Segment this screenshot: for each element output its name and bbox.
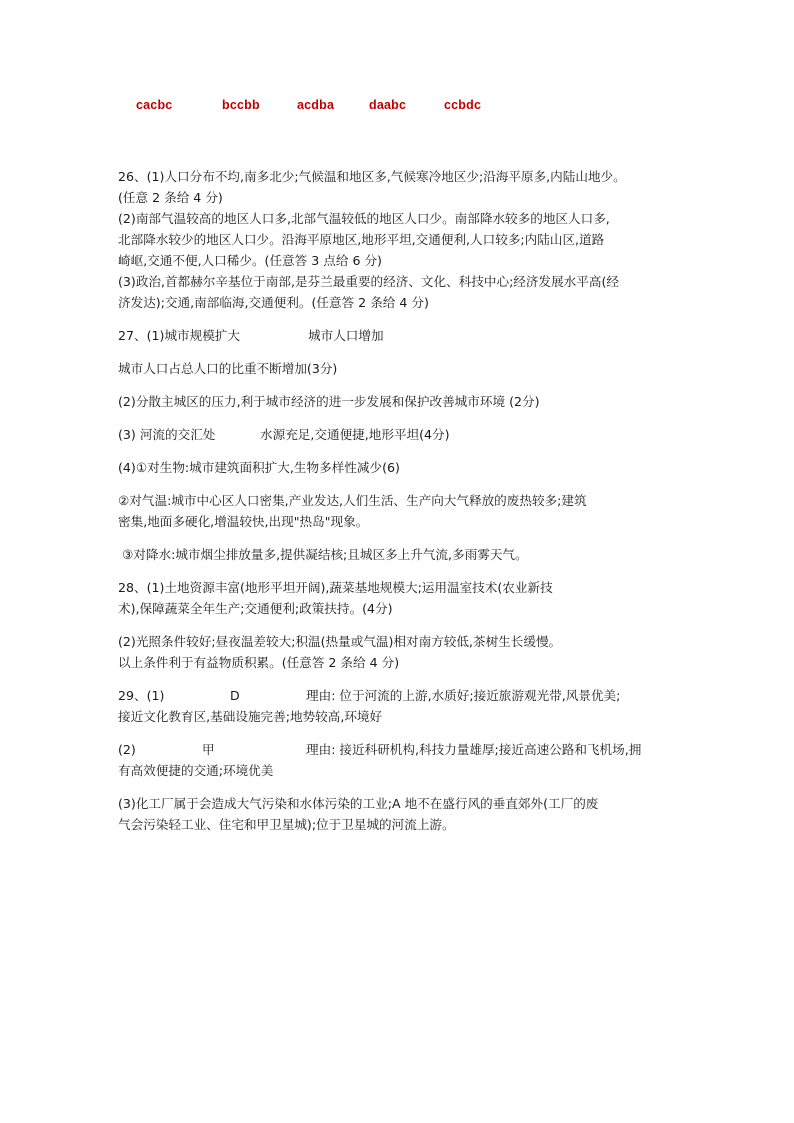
q27-line-2: 城市人口占总人口的比重不断增加(3分) bbox=[118, 361, 338, 376]
q29-line-4: 有高效便捷的交通;环境优美 bbox=[118, 763, 274, 778]
q29-line-5: (3)化工厂属于会造成大气污染和水体污染的工业;A 地不在盛行风的垂直郊外(工厂的废 bbox=[118, 796, 599, 811]
q27-1-answer-b: 城市人口增加 bbox=[308, 328, 384, 343]
q28-line-4: 以上条件利于有益物质积累。(任意答 2 条给 4 分) bbox=[118, 655, 400, 670]
answer-group-5: ccbdc bbox=[444, 98, 482, 112]
q26-line-4: 北部降水较少的地区人口少。沿海平原地区,地形平坦,交通便利,人口较多;内陆山区,道路 bbox=[118, 232, 605, 247]
q27-line-6: ②对气温:城市中心区人口密集,产业发达,人们生活、生产向大气释放的废热较多;建筑 bbox=[118, 493, 587, 508]
q26-line-3: (2)南部气温较高的地区人口多,北部气温较低的地区人口少。南部降水较多的地区人口多, bbox=[118, 211, 610, 226]
answer-key-row bbox=[0, 98, 794, 118]
question-26 bbox=[118, 166, 680, 313]
q29-line-1 bbox=[118, 685, 680, 706]
q27-3-answer-a: (3) 河流的交汇处 bbox=[118, 427, 216, 442]
q27-1-answer-a: 27、(1)城市规模扩大 bbox=[118, 328, 241, 343]
q29-2-answer: 甲 bbox=[202, 742, 215, 757]
q29-1-label: 29、(1) bbox=[118, 688, 165, 703]
q29-2-label: (2) bbox=[118, 742, 136, 757]
answer-content bbox=[118, 166, 680, 835]
q29-1-reason: 理由: 位于河流的上游,水质好;接近旅游观光带,风景优美; bbox=[306, 688, 621, 703]
q26-line-2: (任意 2 条给 4 分) bbox=[118, 190, 223, 205]
q29-line-2: 接近文化教育区,基础设施完善;地势较高,环境好 bbox=[118, 709, 383, 724]
question-28 bbox=[118, 577, 680, 673]
answer-group-2: bccbb bbox=[222, 98, 260, 112]
answer-group-1: cacbc bbox=[136, 98, 173, 112]
q27-line-4 bbox=[118, 424, 680, 445]
q27-line-3: (2)分散主城区的压力,利于城市经济的进一步发展和保护改善城市环境 (2分) bbox=[118, 394, 540, 409]
q26-line-5: 崎岖,交通不便,人口稀少。(任意答 3 点给 6 分) bbox=[118, 253, 382, 268]
q28-line-1: 28、(1)土地资源丰富(地形平坦开阔),蔬菜基地规模大;运用温室技术(农业新技 bbox=[118, 580, 553, 595]
question-27 bbox=[118, 325, 680, 565]
answer-group-4: daabc bbox=[369, 98, 407, 112]
q26-line-7: 济发达);交通,南部临海,交通便利。(任意答 2 条给 4 分) bbox=[118, 295, 429, 310]
q29-line-3 bbox=[118, 739, 680, 760]
question-29 bbox=[118, 685, 680, 835]
q27-line-1 bbox=[118, 325, 680, 346]
q26-line-6: (3)政治,首都赫尔辛基位于南部,是芬兰最重要的经济、文化、科技中心;经济发展水平高(经 bbox=[118, 274, 619, 289]
q27-line-7: 密集,地面多硬化,增温较快,出现"热岛"现象。 bbox=[118, 514, 369, 529]
q27-line-8: ③对降水:城市烟尘排放量多,提供凝结核;且城区多上升气流,多雨雾天气。 bbox=[122, 547, 528, 562]
q26-line-1: 26、(1)人口分布不均,南多北少;气候温和地区多,气候寒冷地区少;沿海平原多,内陆山地少。 bbox=[118, 169, 626, 184]
q29-line-6: 气会污染轻工业、住宅和甲卫星城);位于卫星城的河流上游。 bbox=[118, 817, 455, 832]
q27-line-5: (4)①对生物:城市建筑面积扩大,生物多样性减少(6) bbox=[118, 460, 400, 475]
q28-line-3: (2)光照条件较好;昼夜温差较大;积温(热量或气温)相对南方较低,茶树生长缓慢。 bbox=[118, 634, 562, 649]
q27-3-answer-b: 水源充足,交通便捷,地形平坦(4分) bbox=[260, 427, 450, 442]
q29-2-reason: 理由: 接近科研机构,科技力量雄厚;接近高速公路和飞机场,拥 bbox=[306, 742, 642, 757]
q29-1-answer: D bbox=[230, 688, 240, 703]
q28-line-2: 术),保障蔬菜全年生产;交通便利;政策扶持。(4分) bbox=[118, 601, 393, 616]
answer-group-3: acdba bbox=[297, 98, 335, 112]
